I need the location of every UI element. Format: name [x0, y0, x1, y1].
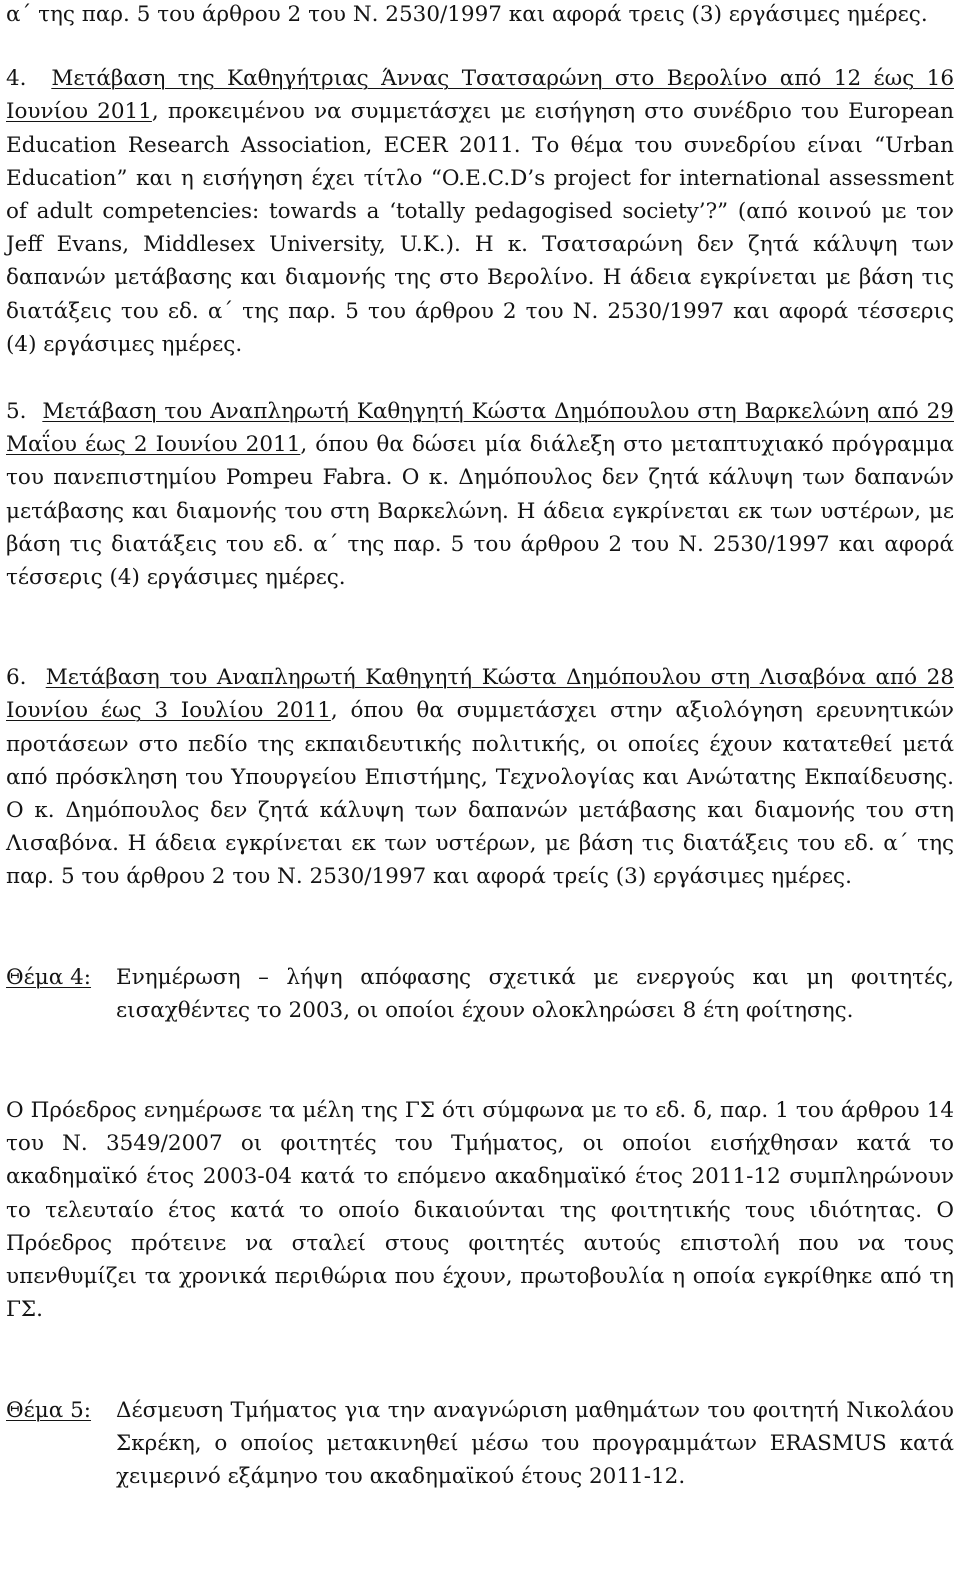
item-6-number: 6.	[6, 665, 27, 691]
item-5-heading: Μετάβαση του Αναπληρωτή Καθηγητή Κώστα Δημόπουλου στη Βαρκελώνη από 29 Μαΐου έως 2 Ιουνίου 2011	[6, 399, 954, 458]
item-4-paragraph	[6, 62, 954, 361]
item-4-heading: Μετάβαση της Καθηγήτριας Άννας Τσατσαρώνη στο Βερολίνο από 12 έως 16 Ιουνίου 2011	[6, 66, 954, 125]
item-5-paragraph	[6, 395, 954, 594]
item-6-body: , όπου θα συμμετάσχει στην αξιολόγηση ερευνητικών προτάσεων στο πεδίο της εκπαιδευτικής πολιτικής, οι οποίες έχουν κατατεθεί μετά από πρόσκληση του Υπουργείου Επιστήμης, Τεχνολογίας και Ανώτατης Εκπαίδευσης. Ο κ. Δημόπουλος δεν ζητά κάλυψη των δαπανών μετάβασης και διαμονής του στη Λισαβόνα. Η άδεια εγκρίνεται εκ των υστέρων, με βάση τις διατάξεις του εδ. α΄ της παρ. 5 του άρθρου 2 του Ν. 2530/1997 και αφορά τρείς (3) εργάσιμες ημέρες.	[6, 698, 955, 890]
item-4-number: 4.	[6, 66, 27, 92]
topic-4	[6, 961, 954, 1027]
president-note-paragraph: Ο Πρόεδρος ενημέρωσε τα μέλη της ΓΣ ότι σύμφωνα με το εδ. δ, παρ. 1 του άρθρου 14 του Ν. 3549/2007 οι φοιτητές του Τμήματος, οι οποίοι εισήχθησαν κατά το ακαδημαϊκό έτος 2003-04 κατά το επόμενο ακαδημαϊκό έτος 2011-12 συμπληρώνουν το τελευταίο έτος κατά το οποίο δικαιούνται της φοιτητικής τους ιδιότητας. Ο Πρόεδρος πρότεινε να σταλεί στους φοιτητές αυτούς επιστολή που να τους υπενθυμίζει τα χρονικά περιθώρια που έχουν, πρωτοβουλία η οποία εγκρίθηκε από τη ΓΣ.	[6, 1098, 954, 1323]
document-page	[6, 0, 954, 1493]
topic-4-text: Ενημέρωση – λήψη απόφασης σχετικά με ενεργούς και μη φοιτητές, εισαχθέντες το 2003, οι οποίοι έχουν ολοκληρώσει 8 έτη φοίτησης.	[116, 964, 954, 1023]
item-6-paragraph	[6, 661, 954, 893]
topic-5-label: Θέμα 5:	[6, 1397, 92, 1423]
topic-4-label: Θέμα 4:	[6, 964, 92, 990]
item-5-number: 5.	[6, 399, 27, 425]
item-4-body: , προκειμένου να συμμετάσχει με εισήγηση στο συνέδριο του European Education Research Association, ECER 2011. Το θέμα του συνεδρίου είναι “Urban Education” και η εισήγηση έχει τίτλο “O.E.C.D’s project for international assessment of adult competencies: towards a ‘totally pedagogised society’?” (από κοινού με τον Jeff Evans, Middlesex University, U.K.). Η κ. Τσατσαρώνη δεν ζητά κάλυψη των δαπανών μετάβασης και διαμονής της στο Βερολίνο. Η άδεια εγκρίνεται με βάση τις διατάξεις του εδ. α΄ της παρ. 5 του άρθρου 2 του Ν. 2530/1997 και αφορά τέσσερις (4) εργάσιμες ημέρες.	[6, 99, 954, 357]
topic-5-text: Δέσμευση Τμήματος για την αναγνώριση μαθημάτων του φοιτητή Νικολάου Σκρέκη, ο οποίος μετακινηθεί μέσω του προγραμμάτων ERASMUS κατά χειμερινό εξάμηνο του ακαδημαϊκού έτους 2011-12.	[116, 1397, 954, 1489]
continuation-paragraph: α΄ της παρ. 5 του άρθρου 2 του Ν. 2530/1997 και αφορά τρεις (3) εργάσιμες ημέρες.	[6, 2, 928, 27]
item-5-body: , όπου θα δώσει μία διάλεξη στο μεταπτυχιακό πρόγραμμα του πανεπιστημίου Pompeu Fabra. Ο κ. Δημόπουλος δεν ζητά κάλυψη των δαπανών μετάβασης και διαμονής του στη Βαρκελώνη. Η άδεια εγκρίνεται εκ των υστέρων, με βάση τις διατάξεις του εδ. α΄ της παρ. 5 του άρθρου 2 του Ν. 2530/1997 και αφορά τέσσερις (4) εργάσιμες ημέρες.	[6, 432, 954, 591]
item-6-heading: Μετάβαση του Αναπληρωτή Καθηγητή Κώστα Δημόπουλου στη Λισαβόνα από 28 Ιουνίου έως 3 Ιουλίου 2011	[6, 665, 954, 724]
topic-5	[6, 1394, 954, 1494]
